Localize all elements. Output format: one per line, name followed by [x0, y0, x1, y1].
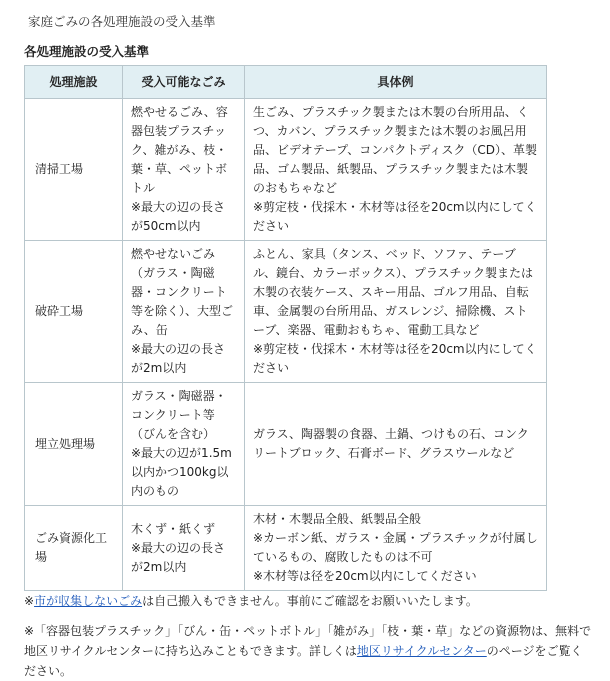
header-facility: 処理施設 — [25, 66, 123, 99]
facility-name: 清掃工場 — [25, 99, 123, 241]
accepted-waste — [123, 99, 245, 241]
facility-name: 破砕工場 — [25, 241, 123, 383]
table-row — [25, 241, 547, 383]
examples-text: 木材・木製品全般、紙製品全般 ※カーボン紙、ガラス・金属・プラスチックが付属しているもの、腐敗したものは不可 ※木材等は径を20cm以内にしてください — [253, 512, 538, 583]
accepted-waste-text: 木くず・紙くず ※最大の辺の長さが2m以内 — [131, 521, 226, 574]
table-row — [25, 506, 547, 591]
table-header-row — [25, 66, 547, 99]
examples — [245, 383, 547, 506]
table-row — [25, 99, 547, 241]
examples-text: ふとん、家具（タンス、ベッド、ソファ、テーブル、鏡台、カラーボックス）、プラスチック製または木製の衣装ケース、スキー用品、ゴルフ用品、自転車、金属製の台所用品、ガスレンジ、掃除機、ストーブ、楽器、電動おもちゃ、電動工具など ※剪定枝・伐採木・木材等は径を20cm以内にしてください — [253, 247, 537, 375]
facility-name: ごみ資源化工場 — [25, 506, 123, 591]
accepted-waste-text: 燃やせるごみ、容器包装プラスチック、雑がみ、枝・葉・草、ペットボトル ※最大の辺の長さが50cm以内 — [131, 105, 228, 233]
note-marker: ※ — [24, 594, 35, 608]
note-suffix: のページをご覧ください。 — [24, 644, 583, 678]
page-title: 家庭ごみの各処理施設の受入基準 — [28, 14, 216, 29]
accepted-waste — [123, 241, 245, 383]
accepted-waste-text: 燃やせないごみ（ガラス・陶磁器・コンクリート等を除く）、大型ごみ、缶 ※最大の辺の長さが2m以内 — [131, 247, 234, 375]
note-text: ※「容器包装プラスチック」「びん・缶・ペットボトル」「雑がみ」「枝・葉・草」などの資源物は、無料で地区リサイクルセンターに持ち込みこともできます。詳しくは — [24, 624, 592, 658]
table-row — [25, 383, 547, 506]
examples — [245, 99, 547, 241]
recycling-center-note — [24, 621, 594, 681]
acceptance-criteria-table — [24, 65, 547, 591]
accepted-waste — [123, 383, 245, 506]
facility-name: 埋立処理場 — [25, 383, 123, 506]
uncollected-waste-link[interactable]: 市が収集しないごみ — [34, 594, 143, 608]
recycling-center-link[interactable]: 地区リサイクルセンター — [356, 644, 487, 658]
examples — [245, 506, 547, 591]
examples-text: ガラス、陶器製の食器、土鍋、つけもの石、コンクリートブロック、石膏ボード、グラスウールなど — [253, 427, 529, 460]
header-examples: 具体例 — [245, 66, 547, 99]
accepted-waste — [123, 506, 245, 591]
examples — [245, 241, 547, 383]
self-delivery-note — [24, 591, 478, 611]
accepted-waste-text: ガラス・陶磁器・コンクリート等（びんを含む） ※最大の辺が1.5m以内かつ100kg以内のもの — [131, 389, 232, 498]
examples-text: 生ごみ、プラスチック製または木製の台所用品、くつ、カバン、プラスチック製または木製のお風呂用品、ビデオテープ、コンパクトディスク（CD）、革製品、ゴム製品、紙製品、プラスチック製または木製のおもちゃなど ※剪定枝・伐採木・木材等は径を20cm以内にしてください — [253, 105, 538, 233]
section-title: 各処理施設の受入基準 — [24, 44, 150, 59]
header-accepted: 受入可能なごみ — [123, 66, 245, 99]
note-text: は自己搬入もできません。事前にご確認をお願いいたします。 — [142, 594, 478, 608]
